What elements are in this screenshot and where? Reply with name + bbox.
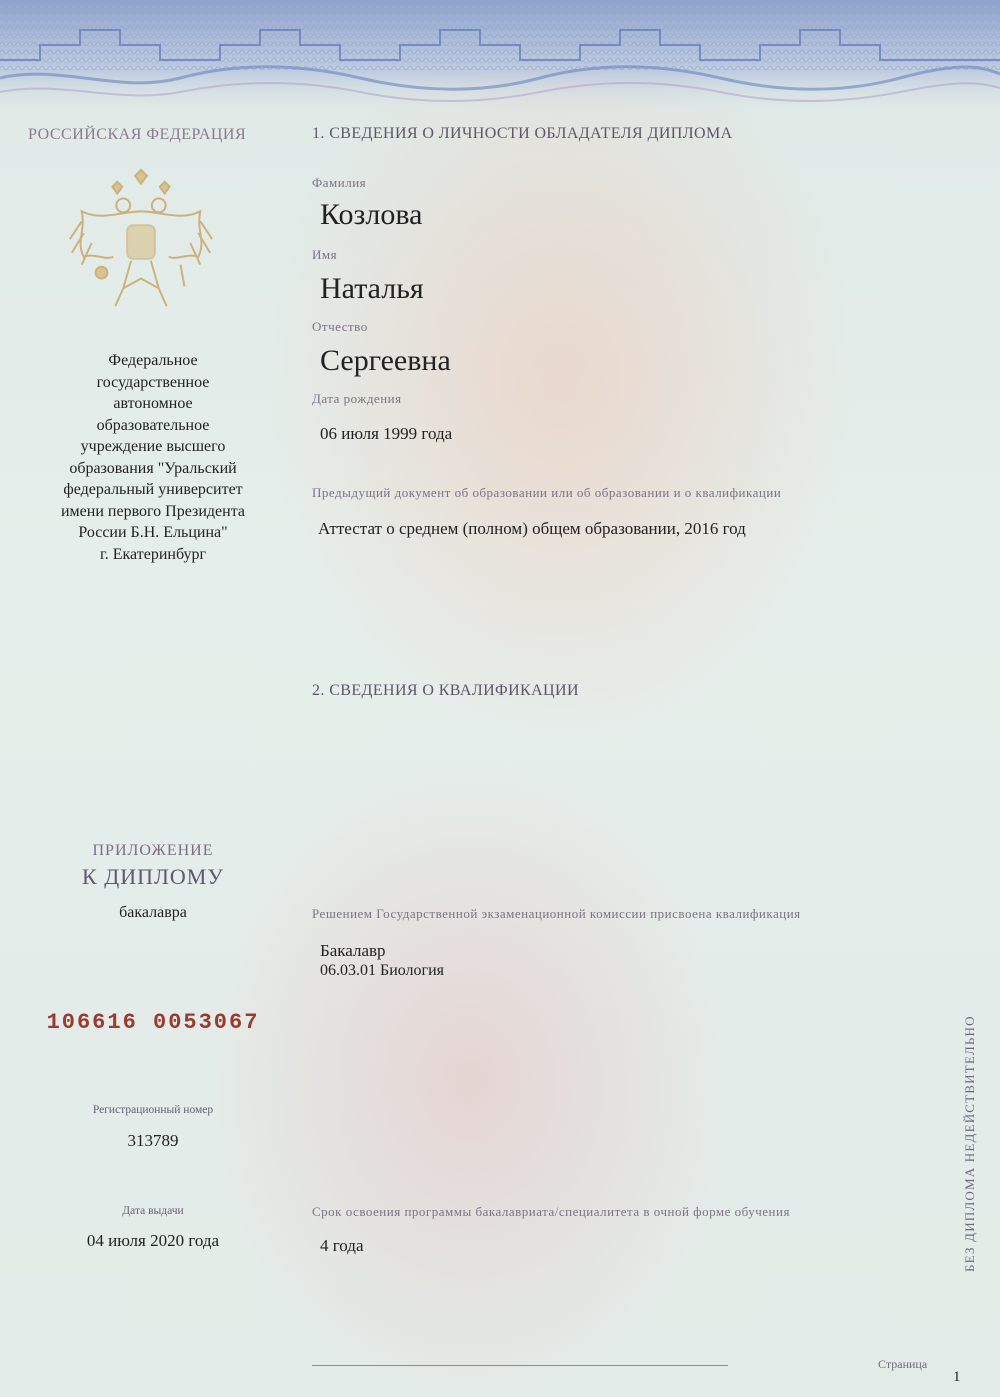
organization-name bbox=[40, 350, 266, 565]
issue-date: 04 июля 2020 года bbox=[86, 1231, 220, 1250]
validity-note: БЕЗ ДИПЛОМА НЕДЕЙСТВИТЕЛЬНО bbox=[962, 1015, 977, 1272]
organization-line: государственное bbox=[96, 373, 210, 391]
organization-line: Федеральное bbox=[108, 352, 198, 369]
surname-label: Фамилия bbox=[312, 175, 367, 190]
double-headed-eagle-emblem-icon bbox=[62, 162, 220, 320]
patronymic-label: Отчество bbox=[312, 319, 368, 334]
study-term-value: 4 года bbox=[320, 1236, 364, 1255]
page-number: 1 bbox=[953, 1369, 961, 1385]
organization-line: образовательное bbox=[96, 416, 210, 434]
section2-title: 2. СВЕДЕНИЯ О КВАЛИФИКАЦИИ bbox=[312, 682, 579, 699]
prev-doc-label: Предыдущий документ об образовании или об образовании и о квалификации bbox=[312, 485, 782, 500]
organization-line: России Б.Н. Ельцина" bbox=[78, 524, 228, 541]
study-term-label: Срок освоения программы бакалавриата/специалитета в очной форме обучения bbox=[312, 1204, 790, 1219]
appendix-label: ПРИЛОЖЕНИЕ bbox=[92, 842, 214, 859]
qualification-value: Бакалавр bbox=[320, 941, 386, 960]
country-label: РОССИЙСКАЯ ФЕДЕРАЦИЯ bbox=[28, 126, 247, 143]
dob-label: Дата рождения bbox=[312, 391, 402, 406]
registration-number: 313789 bbox=[127, 1131, 179, 1150]
page-label: Страница bbox=[878, 1357, 928, 1371]
organization-line: г. Екатеринбург bbox=[99, 545, 207, 563]
name-label: Имя bbox=[312, 247, 338, 262]
serial-number: 106616 0053067 bbox=[46, 1010, 260, 1035]
to-diploma-label: К ДИПЛОМУ bbox=[82, 864, 224, 889]
organization-line: образования "Уральский bbox=[69, 459, 237, 477]
name-value: Наталья bbox=[320, 272, 424, 305]
prev-doc-value: Аттестат о среднем (полном) общем образовании, 2016 год bbox=[318, 519, 746, 538]
organization-line: автономное bbox=[113, 395, 193, 412]
guilloche-border bbox=[0, 0, 1000, 118]
section1-title: 1. СВЕДЕНИЯ О ЛИЧНОСТИ ОБЛАДАТЕЛЯ ДИПЛОМА bbox=[312, 125, 733, 142]
registration-label: Регистрационный номер bbox=[92, 1104, 214, 1116]
organization-line: учреждение высшего bbox=[80, 438, 226, 455]
surname-value: Козлова bbox=[320, 198, 423, 231]
degree-label: бакалавра bbox=[119, 904, 187, 921]
signature-line bbox=[312, 1365, 728, 1366]
qualification-label: Решением Государственной экзаменационной комиссии присвоена квалификация bbox=[312, 906, 801, 921]
issue-date-label: Дата выдачи bbox=[122, 1205, 184, 1217]
organization-line: имени первого Президента bbox=[60, 502, 245, 520]
dob-value: 06 июля 1999 года bbox=[320, 424, 453, 443]
organization-line: федеральный университет bbox=[63, 481, 243, 498]
specialty-value: 06.03.01 Биология bbox=[320, 962, 445, 979]
patronymic-value: Сергеевна bbox=[320, 344, 451, 377]
